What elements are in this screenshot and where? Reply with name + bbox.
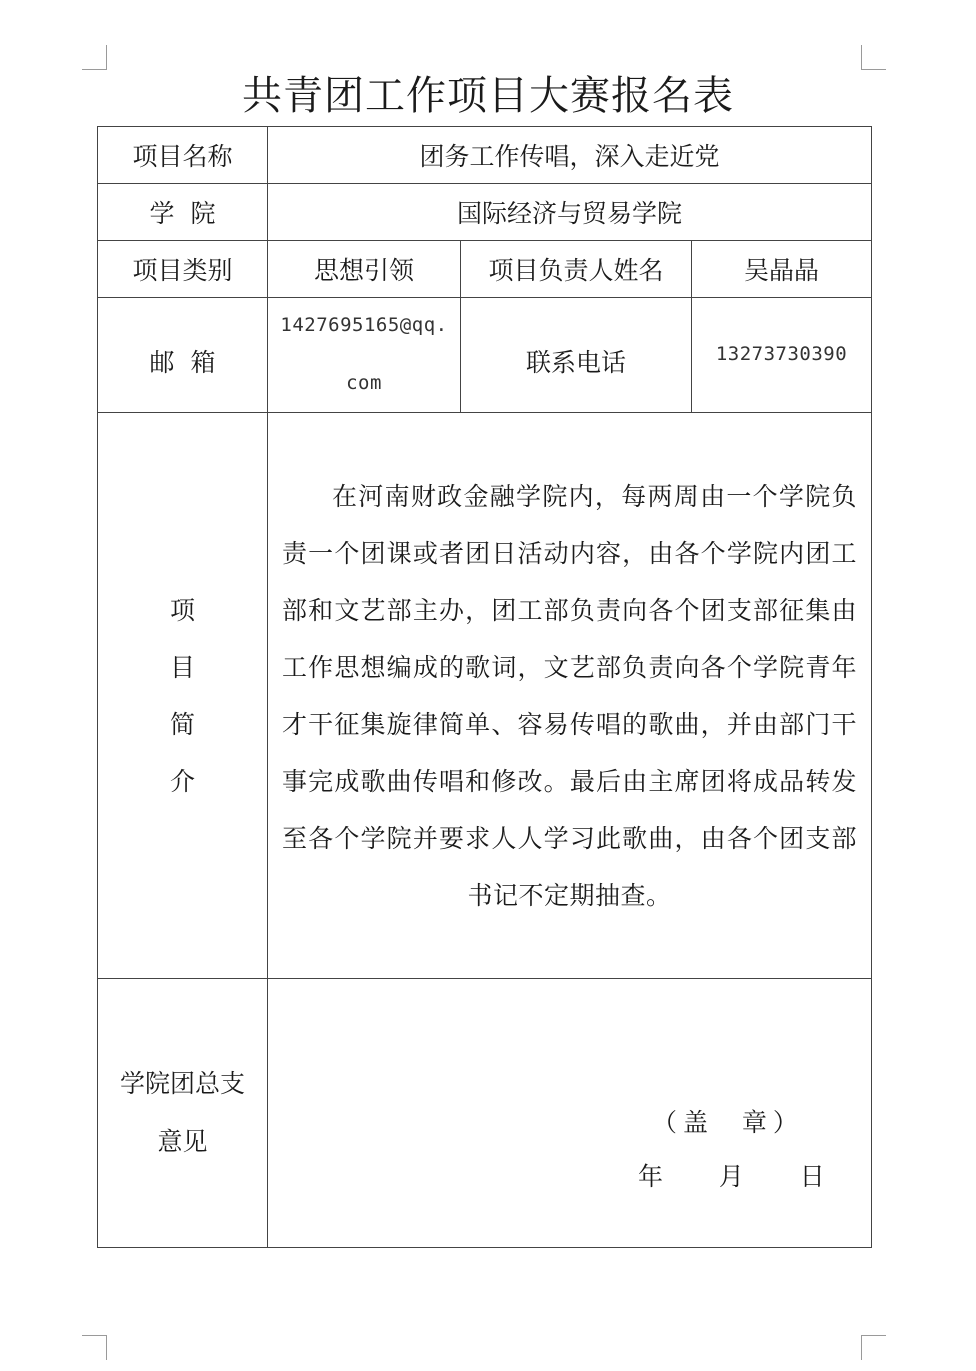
summary-label — [98, 413, 268, 979]
row-project-name — [98, 127, 872, 184]
date-placeholder: 年 月 日 — [638, 1162, 829, 1191]
phone-value: 13273730390 — [715, 343, 848, 365]
summary-label-char: 项 — [169, 595, 195, 625]
opinion-label-line1: 学院团总支 — [119, 1069, 245, 1098]
email-label — [98, 298, 268, 413]
registration-form-table — [97, 126, 872, 1248]
summary-label-char: 简 — [169, 709, 195, 739]
row-email — [98, 298, 872, 413]
email-value-cell — [268, 298, 461, 413]
summary-label-vertical — [98, 582, 267, 810]
crop-mark-bottom-left — [82, 1335, 107, 1360]
project-name-value: 团务工作传唱，深入走近党 — [268, 127, 872, 184]
opinion-label-line2: 意见 — [157, 1127, 208, 1156]
category-label: 项目类别 — [98, 241, 268, 298]
row-category — [98, 241, 872, 298]
leader-label: 项目负责人姓名 — [461, 241, 692, 298]
crop-mark-top-left — [82, 45, 107, 70]
opinion-content — [268, 979, 872, 1248]
phone-label-text: 联系电话 — [525, 348, 626, 377]
summary-label-char: 介 — [169, 766, 195, 796]
crop-mark-bottom-right — [861, 1335, 886, 1360]
email-value: 1427695165@qq.com — [280, 314, 448, 394]
project-name-label: 项目名称 — [98, 127, 268, 184]
college-label — [98, 184, 268, 241]
category-value: 思想引领 — [268, 241, 461, 298]
phone-label — [461, 298, 692, 413]
summary-text: 在河南财政金融学院内，每两周由一个学院负责一个团课或者团日活动内容，由各个学院内团工部和文艺部主办，团工部负责向各个团支部征集由工作思想编成的歌词，文艺部负责向各个学院青年才干征集旋律简单、容易传唱的歌曲，并由部门干事完成歌曲传唱和修改。最后由主席团将成品转发至各个学院并要求人人学习此歌曲，由各个团支部书记不定期抽查。 — [282, 481, 858, 910]
row-college — [98, 184, 872, 241]
email-label-text: 邮 箱 — [149, 348, 216, 377]
row-summary — [98, 413, 872, 979]
college-label-text: 学 院 — [149, 199, 216, 228]
summary-content — [268, 413, 872, 979]
crop-mark-top-right — [861, 45, 886, 70]
form-title: 共青团工作项目大赛报名表 — [242, 73, 734, 119]
row-opinion — [98, 979, 872, 1248]
opinion-label — [98, 979, 268, 1248]
college-value: 国际经济与贸易学院 — [268, 184, 872, 241]
stamp-placeholder: （盖 章） — [652, 1108, 804, 1137]
leader-value: 吴晶晶 — [692, 241, 872, 298]
phone-value-cell — [692, 298, 872, 413]
summary-label-char: 目 — [169, 652, 195, 682]
